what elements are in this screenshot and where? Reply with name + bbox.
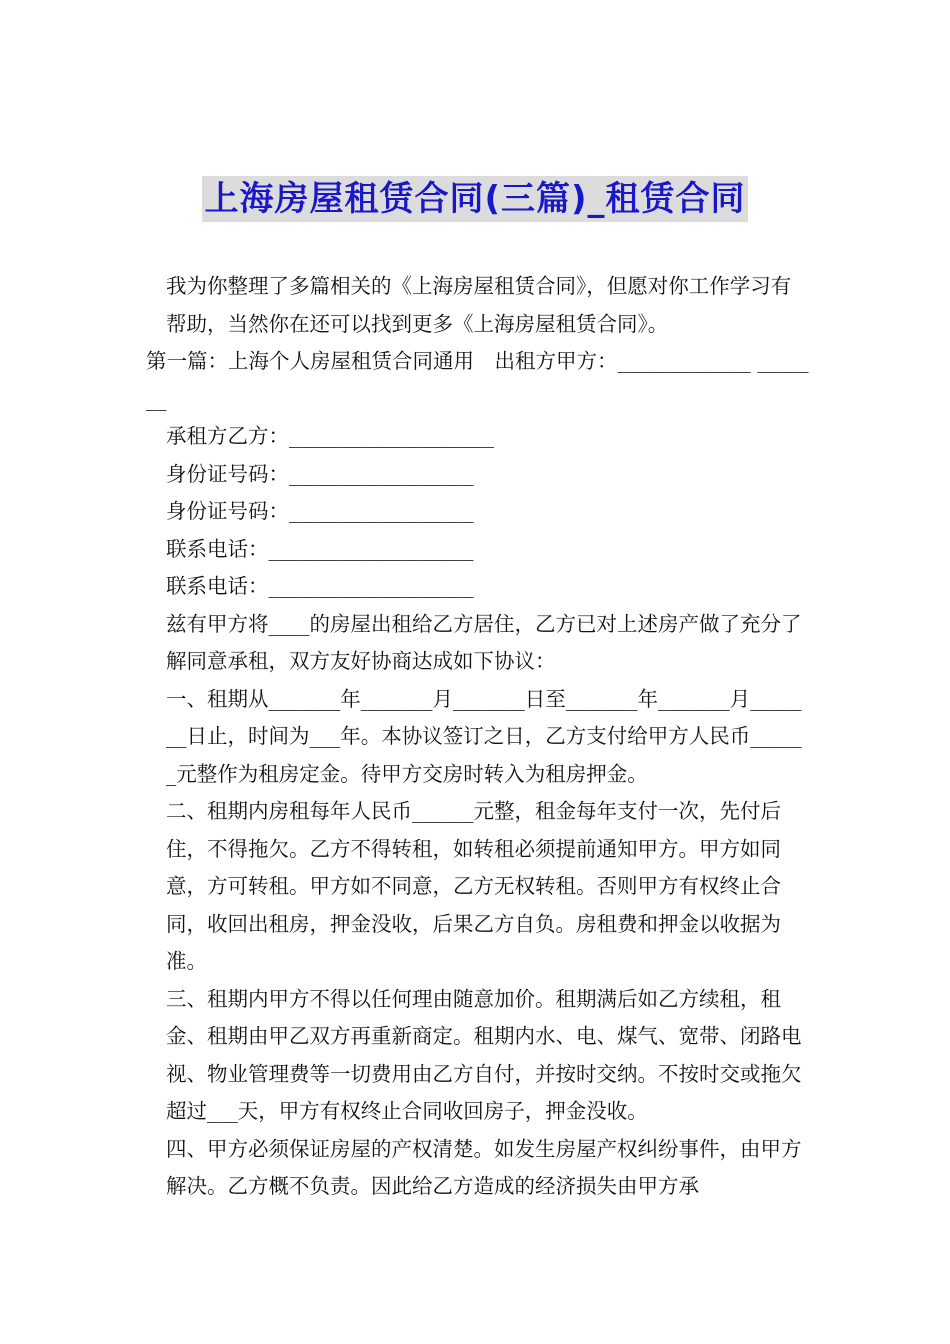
document-title: 上海房屋租赁合同(三篇)_租赁合同: [202, 176, 747, 222]
intro-paragraph: 我为你整理了多篇相关的《上海房屋租赁合同》，但愿对你工作学习有帮助，当然你在还可以找到更多《上海房屋租赁合同》。: [166, 274, 792, 336]
phone-field-1: 联系电话：____________________: [166, 536, 474, 561]
clause-1: 一、租期从_______年_______月_______日至_______年_______月_______日止，时间为___年。本协议签订之日，乙方支付给甲方人民币______元整作为租房定金。待甲方交房时转入为租房押金。: [166, 686, 802, 786]
title-container: [0, 176, 950, 222]
id-number-field-1: 身份证号码：__________________: [166, 461, 474, 486]
clause-2: 二、租期内房租每年人民币______元整，租金每年支付一次，先付后住，不得拖欠。乙方不得转租，如转租必须提前通知甲方。甲方如同意，方可转租。甲方如不同意，乙方无权转租。否则甲方有权终止合同，收回出租房，押金没收，后果乙方自负。房租费和押金以收据为准。: [166, 799, 781, 973]
id-number-field-2: 身份证号码：__________________: [166, 499, 474, 523]
phone-field-2: 联系电话：____________________: [166, 574, 474, 598]
document-body: [146, 268, 810, 1206]
agreement-preamble: 兹有甲方将____的房屋出租给乙方居住，乙方已对上述房产做了充分了解同意承租，双方友好协商达成如下协议：: [166, 611, 802, 673]
lessee-field: 承租方乙方：____________________: [166, 424, 494, 448]
clause-3: 三、租期内甲方不得以任何理由随意加价。租期满后如乙方续租，租金、租期由甲乙双方再重新商定。租期内水、电、煤气、宽带、闭路电视、物业管理费等一切费用由乙方自付，并按时交纳。不按时交或拖欠超过___天，甲方有权终止合同收回房子，押金没收。: [166, 986, 802, 1123]
clause-4: 四、甲方必须保证房屋的产权清楚。如发生房屋产权纠纷事件，由甲方解决。乙方概不负责。因此给乙方造成的经济损失由甲方承: [166, 1136, 802, 1198]
section-heading-lessor: 第一篇：上海个人房屋租赁合同通用 出租方甲方：_____________ _______: [146, 349, 809, 411]
